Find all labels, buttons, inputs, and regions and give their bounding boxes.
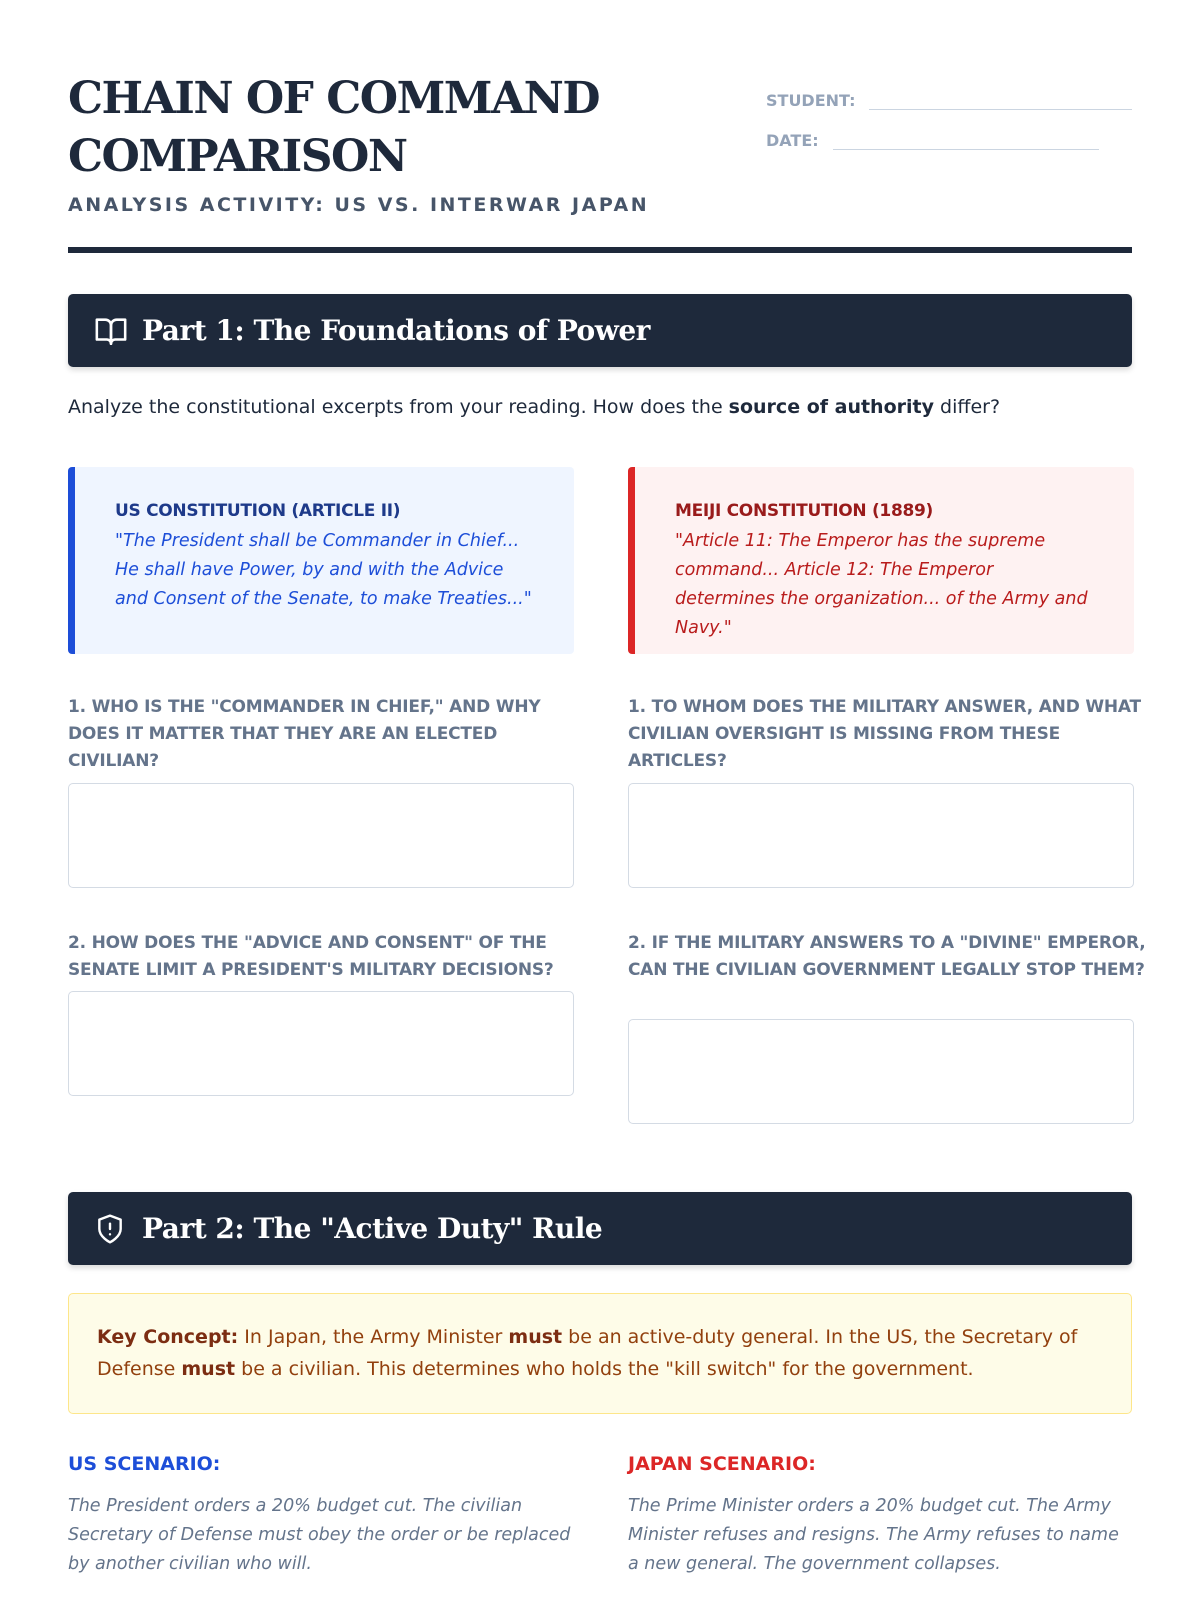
part2-header <box>68 1192 1132 1265</box>
jp-question-2: 2. IF THE MILITARY ANSWERS TO A "DIVINE" EMPEROR, CAN THE CIVILIAN GOVERNMENT LEGALLY STOP THEM? <box>628 933 1146 980</box>
us-question-1: 1. WHO IS THE "COMMANDER IN CHIEF," AND WHY DOES IT MATTER THAT THEY ARE AN ELECTED CIVILIAN? <box>68 697 541 771</box>
book-open-icon <box>94 313 130 349</box>
jp-question-1: 1. TO WHOM DOES THE MILITARY ANSWER, AND WHAT CIVILIAN OVERSIGHT IS MISSING FROM THESE ARTICLES? <box>628 697 1141 771</box>
shield-alert-icon <box>94 1211 130 1247</box>
key-concept-callout: Key Concept: In Japan, the Army Minister must be an active-duty general. In the US, the Secretary of Defense must be a civilian. This determines who holds the "kill switch" for the government. <box>68 1293 1132 1414</box>
date-row <box>766 110 1132 150</box>
us-question-2: 2. HOW DOES THE "ADVICE AND CONSENT" OF THE SENATE LIMIT A PRESIDENT'S MILITARY DECISIONS? <box>68 933 554 980</box>
jp-answer-1-box[interactable] <box>628 783 1134 888</box>
meiji-excerpt-heading: MEIJI CONSTITUTION (1889) <box>675 501 934 521</box>
us-answer-1-box[interactable] <box>68 783 574 888</box>
part2-title: Part 2: The "Active Duty" Rule <box>142 1212 603 1245</box>
us-constitution-excerpt <box>68 467 574 654</box>
page-subtitle: ANALYSIS ACTIVITY: US VS. INTERWAR JAPAN <box>68 194 650 216</box>
japan-scenario-text: The Prime Minister orders a 20% budget cut. The Army Minister refuses and resigns. The Army refuses to name a new general. The government collapses. <box>628 1496 1119 1574</box>
key-concept-label: Key Concept: <box>97 1326 239 1348</box>
meiji-constitution-excerpt <box>628 467 1134 654</box>
jp-answer-2-box[interactable] <box>628 1019 1134 1124</box>
us-scenario-text: The President orders a 20% budget cut. The civilian Secretary of Defense must obey the order or be replaced by another civilian who will. <box>68 1496 571 1574</box>
student-name-line[interactable] <box>869 81 1132 110</box>
part1-title: Part 1: The Foundations of Power <box>142 314 650 347</box>
student-info <box>766 70 1132 150</box>
header-divider <box>68 247 1132 253</box>
japan-scenario-heading: JAPAN SCENARIO: <box>628 1453 816 1475</box>
us-scenario-heading: US SCENARIO: <box>68 1453 221 1475</box>
us-answer-2-box[interactable] <box>68 991 574 1096</box>
part1-header <box>68 294 1132 367</box>
worksheet-header <box>68 0 1132 255</box>
student-label: STUDENT: <box>766 91 856 110</box>
meiji-excerpt-text: "Article 11: The Emperor has the supreme command... Article 12: The Emperor determines the organization... of the Army and Navy." <box>675 531 1088 638</box>
us-excerpt-text: "The President shall be Commander in Chief... He shall have Power, by and with the Advice and Consent of the Senate, to make Treaties..." <box>115 531 532 609</box>
us-excerpt-heading: US CONSTITUTION (ARTICLE II) <box>115 501 401 521</box>
date-label: DATE: <box>766 131 819 150</box>
page-title: CHAIN OF COMMAND COMPARISON <box>68 73 600 182</box>
part1-intro: Analyze the constitutional excerpts from your reading. How does the source of authority differ? <box>68 396 1001 418</box>
date-line[interactable] <box>833 121 1099 150</box>
student-row <box>766 70 1132 110</box>
